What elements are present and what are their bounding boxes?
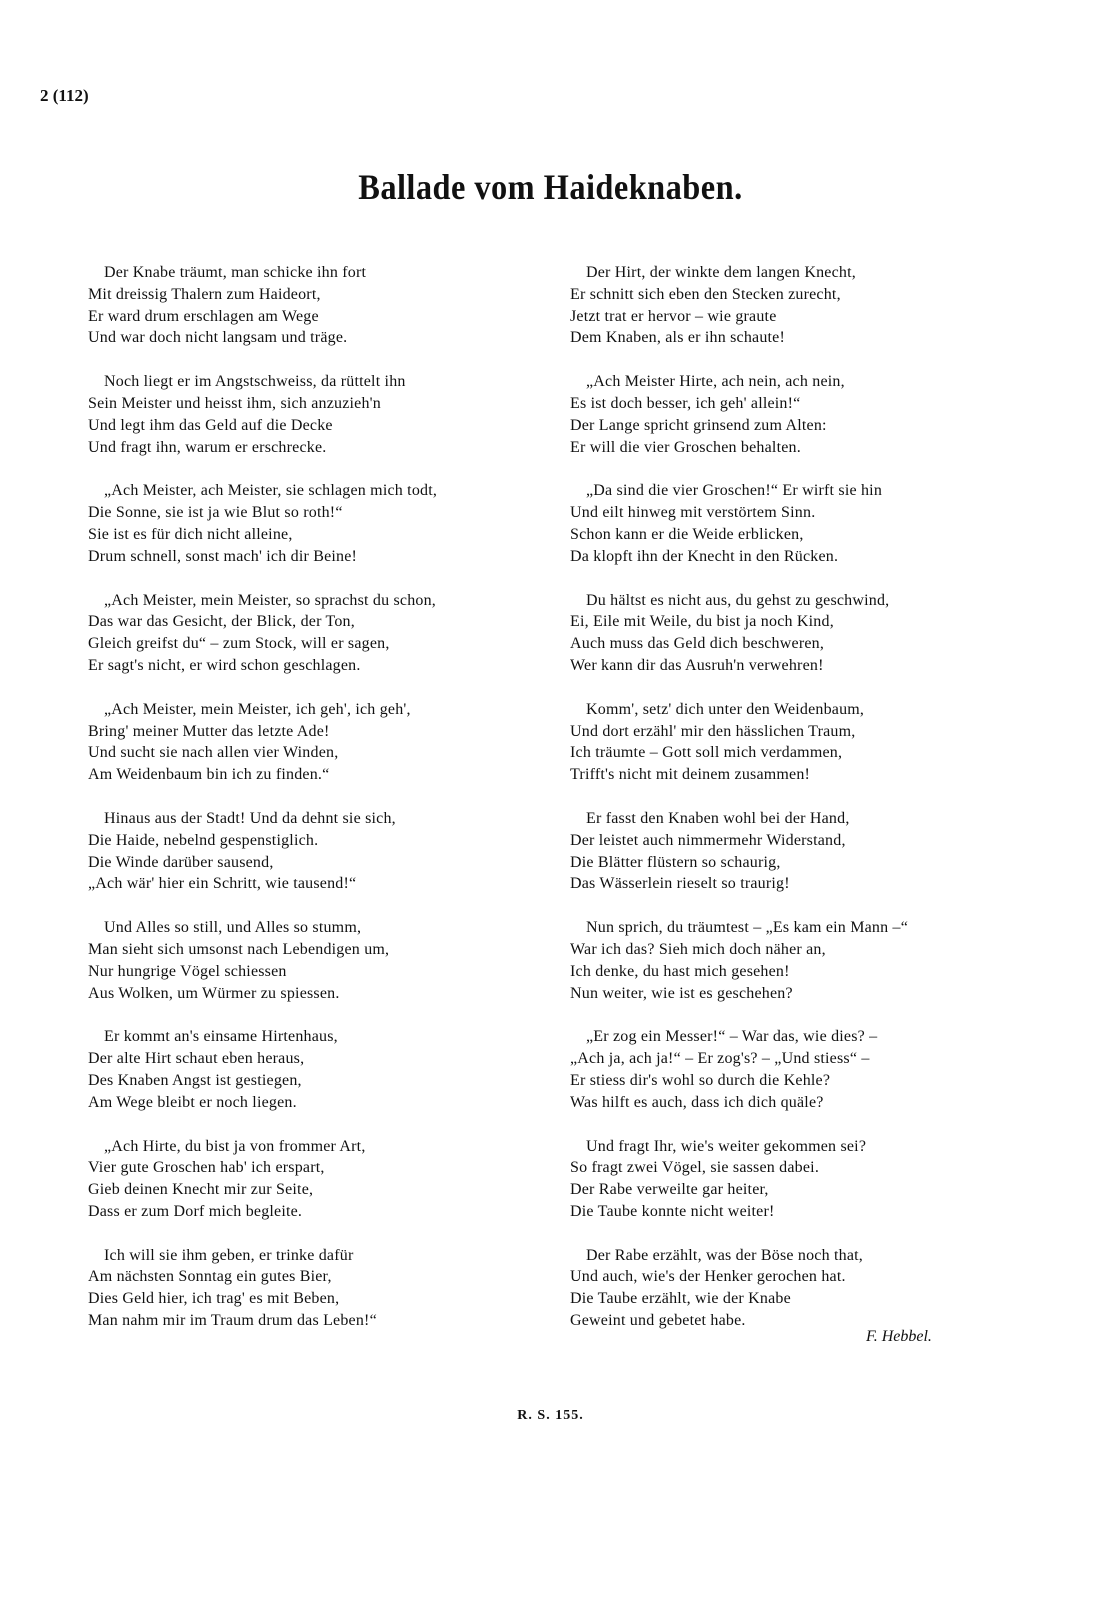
verse-line: Was hilft es auch, dass ich dich quäle? xyxy=(570,1093,824,1111)
verse-line: Er sagt's nicht, er wird schon geschlagen. xyxy=(88,656,361,674)
stanza xyxy=(88,371,558,458)
stanza xyxy=(570,371,1040,458)
stanza xyxy=(570,590,1040,677)
verse-line: Wer kann dir das Ausruh'n verwehren! xyxy=(570,656,824,674)
verse-line: „Ach Meister, ach Meister, sie schlagen mich todt, xyxy=(104,482,438,500)
verse-line: Der Knabe träumt, man schicke ihn fort xyxy=(104,264,367,281)
left-column xyxy=(88,262,558,1354)
verse-line: Er stiess dir's wohl so durch die Kehle? xyxy=(570,1071,831,1089)
verse-line: Er kommt an's einsame Hirtenhaus, xyxy=(104,1028,338,1046)
verse-line: Er fasst den Knaben wohl bei der Hand, xyxy=(586,809,850,827)
verse-line: Aus Wolken, um Würmer zu spiessen. xyxy=(88,984,340,1002)
verse-line: Trifft's nicht mit deinem zusammen! xyxy=(570,766,811,784)
page-number: 2 (112) xyxy=(40,86,89,105)
verse-line: Sein Meister und heisst ihm, sich anzuzieh'n xyxy=(88,394,381,412)
stanza xyxy=(570,1136,1040,1223)
stanza xyxy=(88,1245,558,1332)
verse-line: Die Taube erzählt, wie der Knabe xyxy=(570,1290,791,1308)
verse-line: Nun weiter, wie ist es geschehen? xyxy=(570,984,793,1002)
stanza xyxy=(88,590,558,677)
verse-line: Schon kann er die Weide erblicken, xyxy=(570,525,804,543)
verse-line: Gieb deinen Knecht mir zur Seite, xyxy=(88,1181,314,1199)
verse-line: Bring' meiner Mutter das letzte Ade! xyxy=(88,722,330,740)
verse-line: „Ach Meister Hirte, ach nein, ach nein, xyxy=(586,373,845,391)
verse-line: Die Sonne, sie ist ja wie Blut so roth!“ xyxy=(88,504,343,522)
verse-line: Die Haide, nebelnd gespenstiglich. xyxy=(88,831,319,849)
verse-line: „Er zog ein Messer!“ – War das, wie dies? – xyxy=(586,1028,878,1046)
verse-line: Und war doch nicht langsam und träge. xyxy=(88,329,348,347)
verse-line: „Ach Meister, mein Meister, so sprachst du schon, xyxy=(104,591,437,609)
verse-line: Das war das Gesicht, der Blick, der Ton, xyxy=(88,613,355,631)
verse-line: Und eilt hinweg mit verstörtem Sinn. xyxy=(570,504,816,522)
verse-line: Der leistet auch nimmermehr Widerstand, xyxy=(570,831,846,849)
stanza xyxy=(88,262,558,349)
verse-line: Da klopft ihn der Knecht in den Rücken. xyxy=(570,547,839,565)
poem-title: Ballade vom Haideknaben. xyxy=(358,167,743,207)
stanza xyxy=(570,480,1040,567)
verse-line: Hinaus aus der Stadt! Und da dehnt sie sich, xyxy=(104,809,396,827)
verse-line: Der Hirt, der winkte dem langen Knecht, xyxy=(586,264,856,281)
stanza xyxy=(570,1026,1040,1113)
verse-line: Und sucht sie nach allen vier Winden, xyxy=(88,744,339,762)
verse-line: Ich will sie ihm geben, er trinke dafür xyxy=(104,1246,354,1264)
verse-line: Komm', setz' dich unter den Weidenbaum, xyxy=(586,700,865,718)
verse-line: Er will die vier Groschen behalten. xyxy=(570,438,801,456)
verse-line: Es ist doch besser, ich geh' allein!“ xyxy=(570,394,801,412)
verse-line: Dem Knaben, als er ihn schaute! xyxy=(570,329,786,347)
verse-line: Der Lange spricht grinsend zum Alten: xyxy=(570,416,827,434)
verse-line: Am nächsten Sonntag ein gutes Bier, xyxy=(88,1268,332,1286)
verse-line: Die Winde darüber sausend, xyxy=(88,853,274,871)
stanza xyxy=(88,1136,558,1223)
verse-line: Ich träumte – Gott soll mich verdammen, xyxy=(570,744,843,762)
verse-line: Der Rabe verweilte gar heiter, xyxy=(570,1181,769,1199)
stanza xyxy=(88,917,558,1004)
verse-line: Und legt ihm das Geld auf die Decke xyxy=(88,416,333,434)
verse-line: Jetzt trat er hervor – wie graute xyxy=(570,307,777,325)
stanza xyxy=(88,1026,558,1113)
verse-line: Ich denke, du hast mich gesehen! xyxy=(570,962,790,980)
verse-line: Am Weidenbaum bin ich zu finden.“ xyxy=(88,766,330,784)
verse-line: Noch liegt er im Angstschweiss, da rüttelt ihn xyxy=(104,373,406,391)
verse-line: Sie ist es für dich nicht alleine, xyxy=(88,525,293,543)
verse-line: So fragt zwei Vögel, sie sassen dabei. xyxy=(570,1159,820,1177)
verse-line: Das Wässerlein rieselt so traurig! xyxy=(570,875,790,893)
author-signature: F. Hebbel. xyxy=(866,1328,932,1345)
verse-line: „Da sind die vier Groschen!“ Er wirft sie hin xyxy=(586,482,883,500)
verse-line: Er ward drum erschlagen am Wege xyxy=(88,307,319,325)
verse-line: Und Alles so still, und Alles so stumm, xyxy=(104,919,362,937)
verse-line: Man sieht sich umsonst nach Lebendigen um, xyxy=(88,940,390,958)
stanza xyxy=(88,480,558,567)
verse-line: Der alte Hirt schaut eben heraus, xyxy=(88,1050,305,1068)
verse-line: „Ach ja, ach ja!“ – Er zog's? – „Und stiess“ – xyxy=(570,1050,870,1068)
verse-line: War ich das? Sieh mich doch näher an, xyxy=(570,940,826,958)
stanza xyxy=(88,808,558,895)
verse-line: Auch muss das Geld dich beschweren, xyxy=(570,635,825,653)
verse-line: Des Knaben Angst ist gestiegen, xyxy=(88,1071,302,1089)
verse-line: Und fragt Ihr, wie's weiter gekommen sei? xyxy=(586,1137,867,1155)
stanza xyxy=(570,262,1040,349)
verse-line: Dies Geld hier, ich trag' es mit Beben, xyxy=(88,1290,340,1308)
verse-line: Die Blätter flüstern so schaurig, xyxy=(570,853,781,871)
verse-line: Mit dreissig Thalern zum Haideort, xyxy=(88,285,321,303)
verse-line: Vier gute Groschen hab' ich erspart, xyxy=(88,1159,325,1177)
verse-line: Und auch, wie's der Henker gerochen hat. xyxy=(570,1268,846,1286)
footer-reference: R. S. 155. xyxy=(517,1408,584,1423)
verse-line: „Ach wär' hier ein Schritt, wie tausend!“ xyxy=(88,875,357,893)
stanza xyxy=(88,699,558,786)
verse-line: Dass er zum Dorf mich begleite. xyxy=(88,1202,303,1220)
verse-line: Man nahm mir im Traum drum das Leben!“ xyxy=(88,1312,377,1330)
verse-line: Drum schnell, sonst mach' ich dir Beine! xyxy=(88,547,358,565)
verse-line: „Ach Hirte, du bist ja von frommer Art, xyxy=(104,1137,366,1155)
stanza xyxy=(570,808,1040,895)
verse-line: Am Wege bleibt er noch liegen. xyxy=(88,1093,297,1111)
verse-line: Und fragt ihn, warum er erschrecke. xyxy=(88,438,327,456)
verse-line: Nun sprich, du träumtest – „Es kam ein Mann –“ xyxy=(586,919,909,937)
stanza xyxy=(570,917,1040,1004)
verse-line: Ei, Eile mit Weile, du bist ja noch Kind, xyxy=(570,613,834,631)
right-column xyxy=(570,262,1040,1354)
verse-line: Gleich greifst du“ – zum Stock, will er sagen, xyxy=(88,635,390,653)
stanza xyxy=(570,699,1040,786)
stanza xyxy=(570,1245,1040,1332)
verse-line: Geweint und gebetet habe. xyxy=(570,1312,746,1330)
verse-line: Der Rabe erzählt, was der Böse noch that, xyxy=(586,1246,863,1264)
verse-line: „Ach Meister, mein Meister, ich geh', ich geh', xyxy=(104,700,411,718)
verse-line: Die Taube konnte nicht weiter! xyxy=(570,1202,775,1220)
verse-line: Du hältst es nicht aus, du gehst zu geschwind, xyxy=(586,591,890,609)
verse-line: Nur hungrige Vögel schiessen xyxy=(88,962,287,980)
verse-line: Er schnitt sich eben den Stecken zurecht, xyxy=(570,285,841,303)
verse-line: Und dort erzähl' mir den hässlichen Traum, xyxy=(570,722,856,740)
